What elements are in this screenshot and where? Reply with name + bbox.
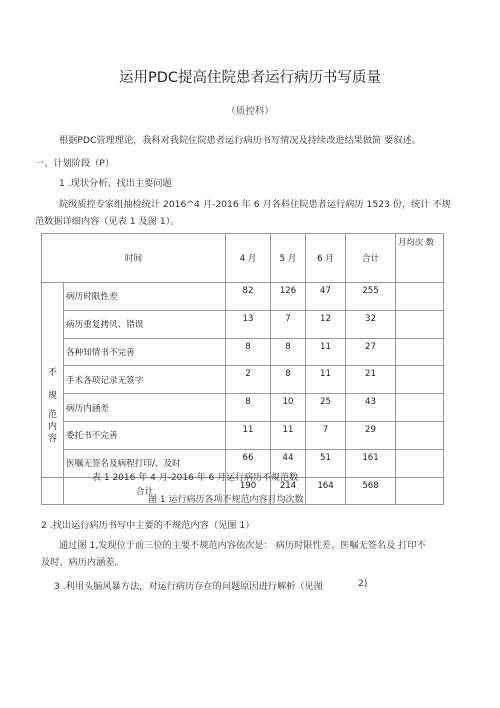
sum-april: 190 [226, 477, 271, 505]
cell-monthly [396, 421, 444, 449]
cell-april: 11 [226, 421, 271, 449]
cell-may: 11 [271, 421, 306, 449]
row-label: 各种知情书不完善 [64, 338, 226, 366]
cell-total: 21 [346, 366, 396, 394]
paragraph-1-line-2: 范数据详细内容（见表 1 及图 1）。 [35, 216, 180, 227]
nonstandard-records-table [41, 233, 444, 505]
sum-blank-cell [42, 477, 64, 505]
row-label: 委托书不完善 [64, 421, 226, 449]
cell-june: 25 [306, 394, 346, 422]
cell-april: 8 [226, 338, 271, 366]
cell-total: 161 [346, 449, 396, 477]
cell-total: 29 [346, 421, 396, 449]
cell-total: 32 [346, 310, 396, 338]
category-cell [42, 283, 64, 478]
cell-total: 27 [346, 338, 396, 366]
subsection-heading-1: 1 .现状分析、找出主要问题 [59, 178, 172, 189]
figure-reference: 2) [358, 578, 368, 589]
header-april: 4 月 [226, 234, 271, 283]
row-label: 医嘱无签名及病程打印/、及时 [64, 449, 226, 477]
category-char: 不 [47, 367, 57, 378]
table-caption: 表 1 2016 年 4 月-2016 年 6 月运行病历不规范数 [92, 473, 299, 483]
cell-total: 255 [346, 283, 396, 311]
header-june: 6 月 [306, 234, 346, 283]
cell-june: 12 [306, 310, 346, 338]
cell-june: 11 [306, 366, 346, 394]
table-row [42, 421, 444, 449]
header-total: 合计 [346, 234, 396, 283]
cell-monthly [396, 283, 444, 311]
subsection-heading-3: 3 .利用头脑风暴方法，对运行病历存在的问题原因进行解析（见图 [54, 581, 323, 592]
sum-june: 164 [306, 477, 346, 505]
figure-caption: 图 1 运行病历各项不规范内容月均次数 [148, 495, 304, 505]
cell-may: 7 [271, 310, 306, 338]
cell-total: 43 [346, 394, 396, 422]
category-char: 容 [47, 433, 57, 444]
cell-may: 10 [271, 394, 306, 422]
cell-june: 47 [306, 283, 346, 311]
header-time: 时间 [42, 234, 226, 283]
document-title: 运用PDC提高住院患者运行病历书写质量 [118, 70, 382, 86]
category-char: 规 [47, 391, 57, 402]
cell-monthly [396, 310, 444, 338]
cell-monthly [396, 366, 444, 394]
paragraph-2-line-1: 通过图 1,发现位于前三位的主要不规范内容依次是： 病历时限性差、医嘱无签名及 打印不 [59, 540, 426, 551]
cell-may: 126 [271, 283, 306, 311]
table-row [42, 394, 444, 422]
cell-monthly [396, 394, 444, 422]
section-heading-plan: 一、计划阶段（P） [35, 158, 115, 169]
cell-june: 11 [306, 338, 346, 366]
row-label: 手术各项记录无签字 [64, 366, 226, 394]
cell-may: 8 [271, 366, 306, 394]
table-header-row [42, 234, 444, 283]
paragraph-2-line-2: 及时、病历内涵差。 [41, 557, 124, 568]
cell-may: 8 [271, 338, 306, 366]
sum-monthly [396, 477, 444, 505]
header-may: 5 月 [271, 234, 306, 283]
paragraph-1-line-1: 院级质控专家组抽检统计 2016^4 月-2016 年 6 月各科住院患者运行病历 1523 份，统计 不规 [59, 199, 451, 210]
cell-june: 7 [306, 421, 346, 449]
category-char: 范 [47, 409, 57, 420]
sum-total: 568 [346, 477, 396, 505]
table-row [42, 338, 444, 366]
row-label: 病历重复拷贝、错误 [64, 310, 226, 338]
header-monthly-average: 月均次 数 [396, 234, 444, 283]
category-char: 内 [47, 421, 57, 432]
department-label: （质控科） [226, 106, 274, 117]
cell-april: 82 [226, 283, 271, 311]
cell-april: 8 [226, 394, 271, 422]
cell-june: 51 [306, 449, 346, 477]
subsection-heading-2: 2 .找出运行病历书写中主要的不规范内容（见图 1） [41, 520, 255, 531]
table-row [42, 310, 444, 338]
sum-may: 214 [271, 477, 306, 505]
cell-may: 44 [271, 449, 306, 477]
cell-monthly [396, 338, 444, 366]
row-label: 病历时限性差 [64, 283, 226, 311]
intro-paragraph: 根据PDC管理理论，我科对我院住院患者运行病历书写情况及持续改进结果做简 要叙述。 [59, 135, 421, 146]
cell-april: 2 [226, 366, 271, 394]
table-row [42, 283, 444, 311]
table-row [42, 366, 444, 394]
cell-monthly [396, 449, 444, 477]
sum-label: 合计 [64, 477, 226, 505]
cell-april: 66 [226, 449, 271, 477]
cell-april: 13 [226, 310, 271, 338]
row-label: 病历内涵差 [64, 394, 226, 422]
